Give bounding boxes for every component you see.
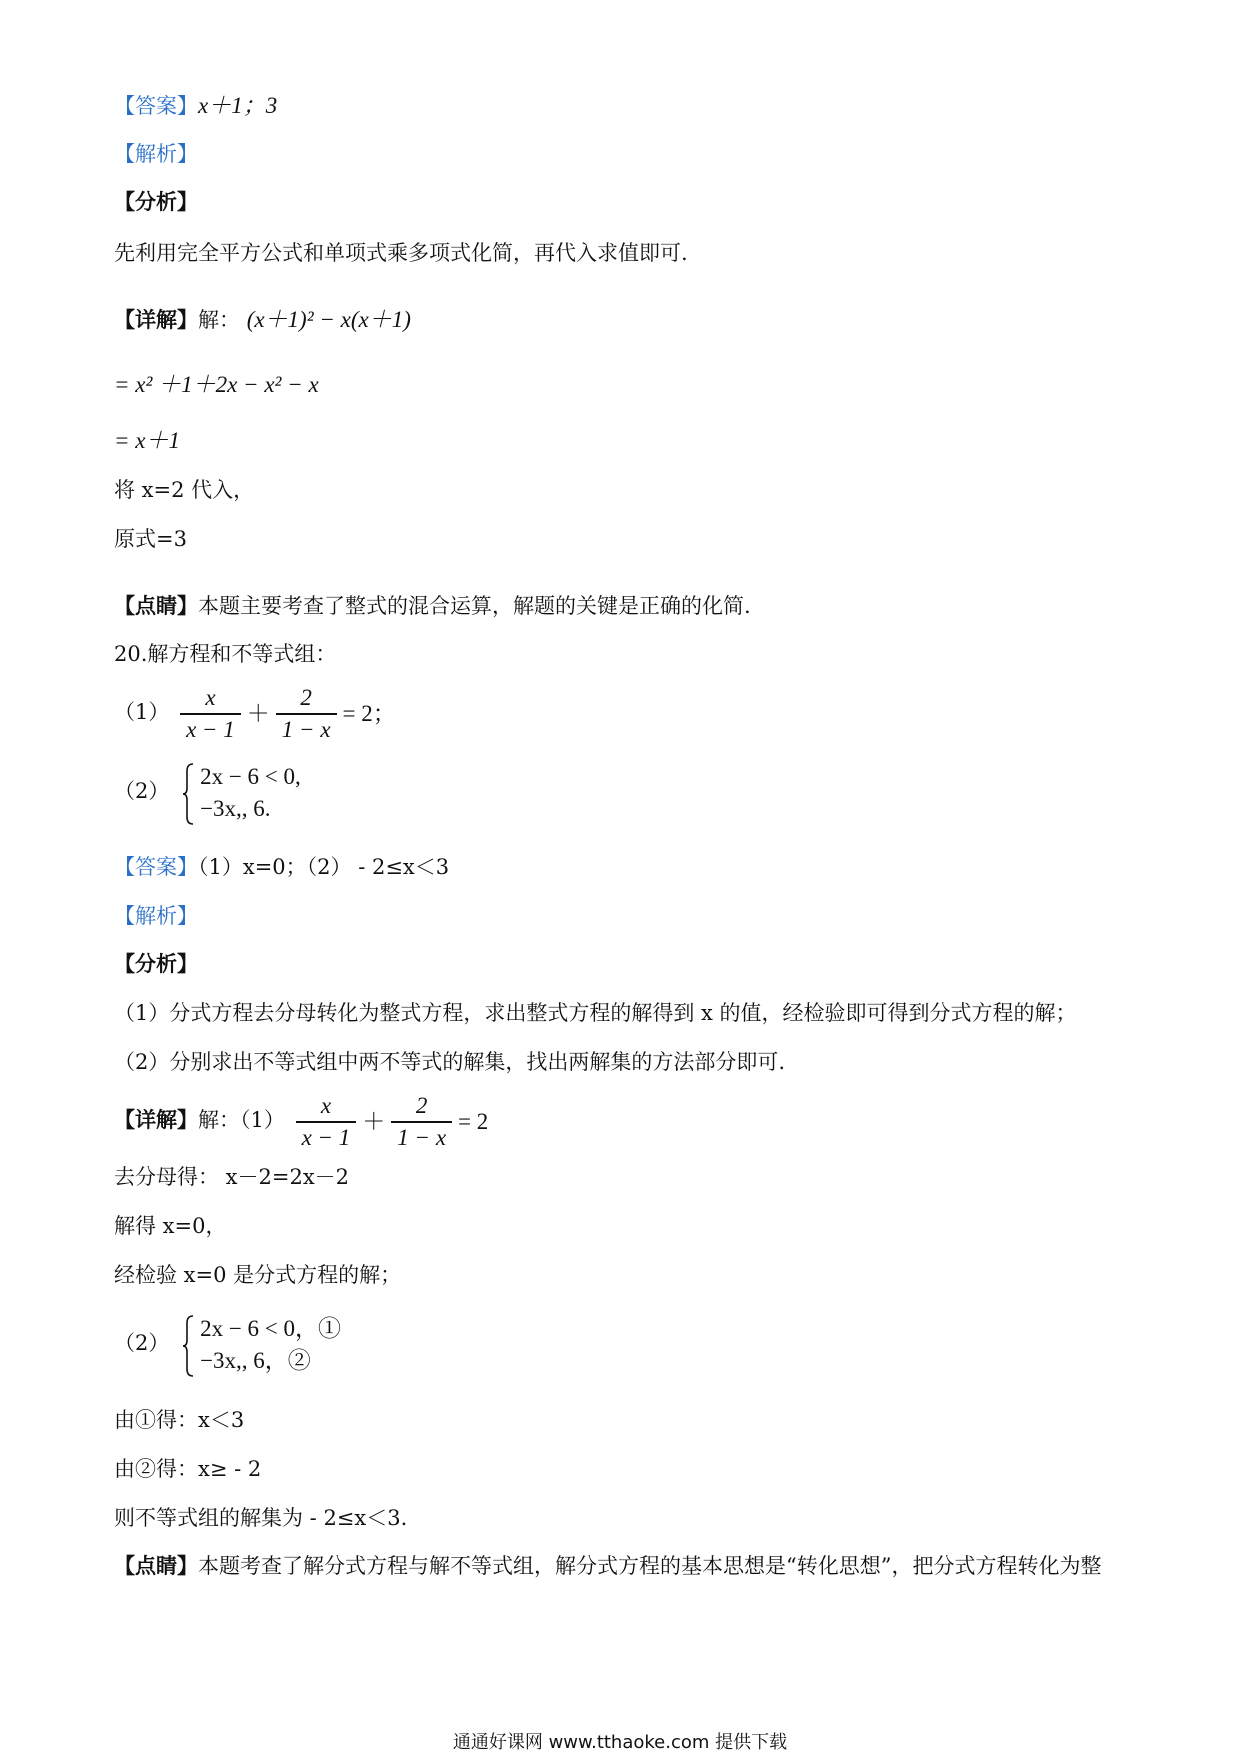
fenxi-tag: 【分析】 — [114, 189, 198, 214]
question-part-1 — [114, 682, 398, 744]
detail-tag: 【详解】 — [114, 1107, 198, 1132]
fenxi-text: （2）分别求出不等式组中两不等式的解集，找出两解集的方法部分即可. — [114, 1050, 786, 1074]
dianjing-line — [114, 592, 751, 620]
part-label: （1） — [114, 700, 170, 724]
fraction-numerator: x — [296, 1093, 357, 1123]
step-line: 由①得：x＜3 — [114, 1408, 245, 1432]
part-label: （2） — [114, 779, 170, 803]
step-line: 解得 x=0， — [114, 1214, 227, 1238]
solution-system — [114, 1310, 341, 1377]
equation-rhs: = 2； — [342, 700, 396, 726]
fraction — [276, 685, 337, 743]
inequality-system — [182, 761, 301, 825]
fraction-denominator: x − 1 — [301, 1124, 351, 1150]
step-line: 去分母得： x－2=2x－2 — [114, 1165, 350, 1189]
step-line: = x² ＋1＋2x − x² − x — [114, 372, 319, 397]
answer-text: x＋1；3 — [198, 93, 278, 118]
system-row: 2x − 6 < 0，① — [200, 1315, 342, 1341]
step-line: 原式=3 — [114, 527, 187, 551]
fenxi-text: 先利用完全平方公式和单项式乘多项式化简，再代入求值即可. — [114, 241, 688, 265]
footer-text: 通通好课网 www.tthaoke.com 提供下载 — [452, 1732, 788, 1753]
step-line: = x＋1 — [114, 428, 180, 453]
part-label: （2） — [114, 1331, 170, 1355]
fraction-numerator: 2 — [391, 1093, 452, 1123]
system-row: −3x,, 6，② — [200, 1347, 311, 1373]
answer-text: （1）x=0；（2） - 2≤x＜3 — [198, 855, 450, 879]
fraction-denominator: 1 − x — [281, 716, 331, 742]
brace-icon — [182, 1315, 194, 1377]
dianjing-line — [114, 1552, 1101, 1580]
fraction — [391, 1093, 452, 1151]
system-row: −3x,, 6. — [200, 795, 271, 821]
detail-lead: 解： — [198, 308, 240, 332]
plus-sign: ＋ — [362, 1108, 386, 1134]
analysis-tag: 【解析】 — [114, 904, 198, 928]
fraction-numerator: x — [180, 685, 241, 715]
dianjing-text: 本题主要考查了整式的混合运算，解题的关键是正确的化简. — [198, 594, 751, 618]
fraction-numerator: 2 — [276, 685, 337, 715]
step-line: 经检验 x=0 是分式方程的解； — [114, 1263, 402, 1287]
system-row: 2x − 6 < 0, — [200, 763, 301, 789]
detail-line — [114, 1090, 490, 1152]
answer-tag: 【答案】 — [114, 855, 198, 879]
answer-line-1 — [114, 92, 277, 120]
brace-icon — [182, 763, 194, 825]
equation-rhs: = 2 — [458, 1108, 489, 1134]
dianjing-tag: 【点睛】 — [114, 593, 198, 618]
inequality-system — [182, 1313, 341, 1377]
question-title: 20.解方程和不等式组： — [114, 642, 337, 666]
answer-line-2 — [114, 853, 449, 881]
detail-tag: 【详解】 — [114, 307, 198, 332]
step-line: 将 x=2 代入， — [114, 478, 255, 502]
step-line: 则不等式组的解集为 - 2≤x＜3. — [114, 1506, 408, 1530]
detail-lead: 解：（1） — [198, 1108, 285, 1132]
question-part-2 — [114, 758, 301, 825]
dianjing-text: 本题考查了解分式方程与解不等式组，解分式方程的基本思想是“转化思想”，把分式方程转化为整 — [198, 1554, 1102, 1578]
detail-expression: (x＋1)² − x(x＋1) — [246, 307, 411, 332]
plus-sign: ＋ — [246, 700, 270, 726]
step-line: 由②得：x≥ - 2 — [114, 1457, 262, 1481]
answer-tag: 【答案】 — [114, 94, 198, 118]
dianjing-tag: 【点睛】 — [114, 1553, 198, 1578]
detail-line — [114, 306, 411, 334]
fraction — [296, 1093, 357, 1151]
fenxi-tag: 【分析】 — [114, 951, 198, 976]
fraction — [180, 685, 241, 743]
fenxi-text: （1）分式方程去分母转化为整式方程，求出整式方程的解得到 x 的值，经检验即可得到分式方程的解； — [114, 1001, 1077, 1025]
fraction-denominator: 1 − x — [397, 1124, 447, 1150]
fraction-denominator: x − 1 — [186, 716, 235, 742]
analysis-tag: 【解析】 — [114, 142, 198, 166]
